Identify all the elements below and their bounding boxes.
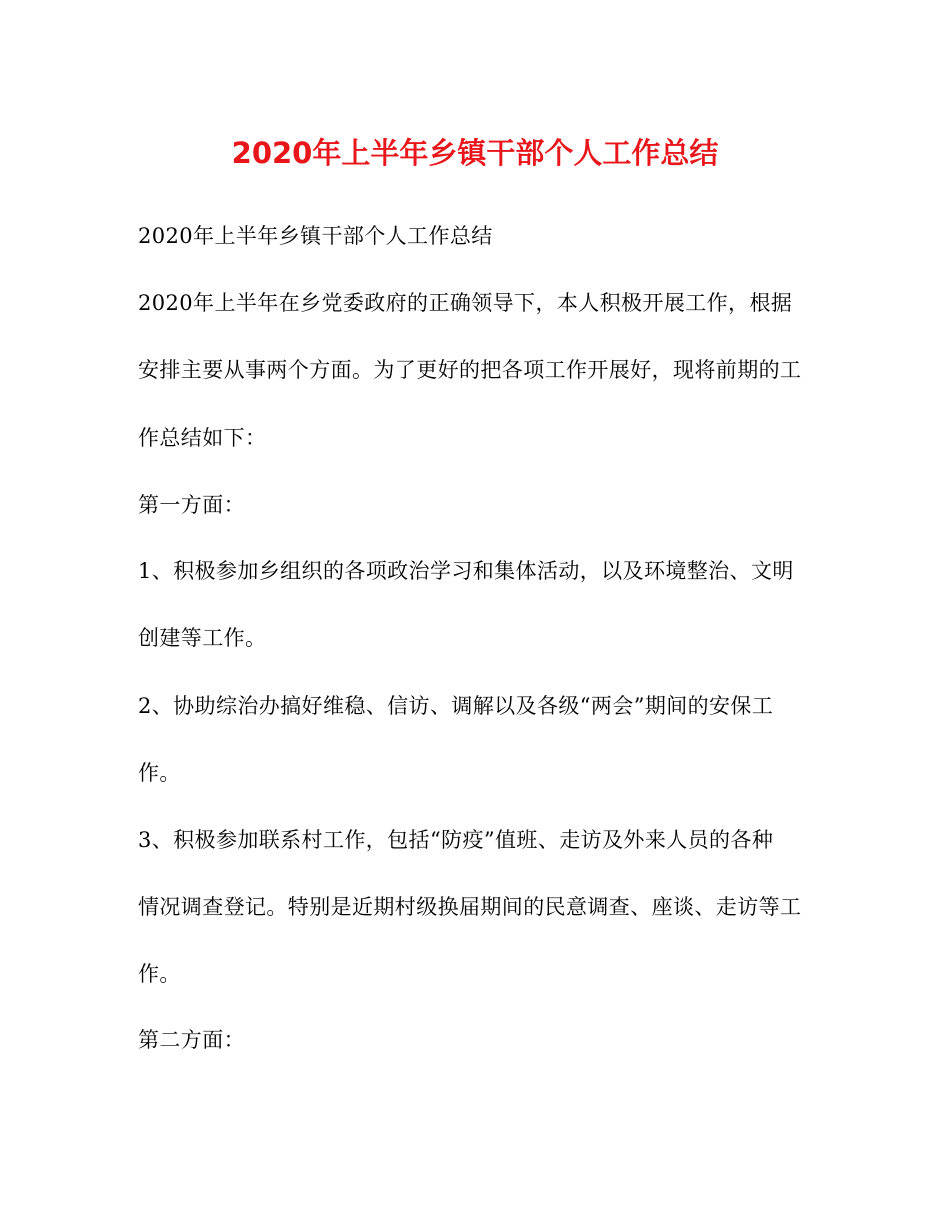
paragraph-line: 作总结如下： xyxy=(138,426,267,450)
list-item-line: 情况调查登记。特别是近期村级换届期间的民意调查、座谈、走访等工 xyxy=(138,895,802,919)
list-item-line: 作。 xyxy=(138,962,181,986)
paragraph-line: 2020年上半年在乡党委政府的正确领导下，本人积极开展工作，根据 xyxy=(138,291,793,315)
list-item-line: 创建等工作。 xyxy=(138,626,267,650)
list-item-line: 3、积极参加联系村工作，包括“防疫”值班、走访及外来人员的各种 xyxy=(138,828,774,852)
list-item-line: 1、积极参加乡组织的各项政治学习和集体活动，以及环境整治、文明 xyxy=(138,559,794,583)
document-title: 2020年上半年乡镇干部个人工作总结 xyxy=(231,136,719,170)
list-item-line: 作。 xyxy=(138,761,181,785)
subtitle-line: 2020年上半年乡镇干部个人工作总结 xyxy=(138,224,493,248)
section-heading: 第一方面： xyxy=(138,493,245,517)
list-item-line: 2、协助综治办搞好维稳、信访、调解以及各级“两会”期间的安保工 xyxy=(138,694,774,718)
section-heading: 第二方面： xyxy=(138,1028,245,1052)
paragraph-line: 安排主要从事两个方面。为了更好的把各项工作开展好，现将前期的工 xyxy=(138,358,802,382)
